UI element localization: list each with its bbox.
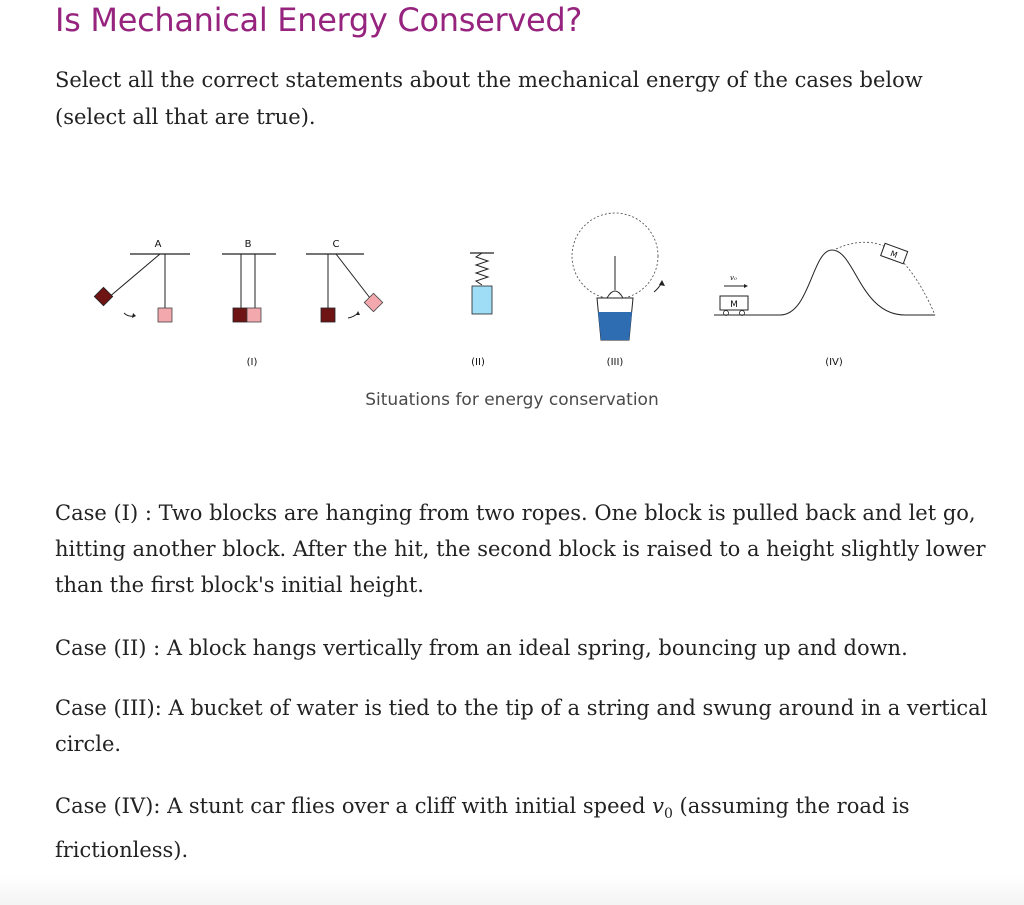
initial-speed-variable: v [652, 794, 664, 818]
situations-diagram [0, 180, 1024, 380]
velocity-label: v₀ [730, 274, 737, 282]
case-label-i: (I) [246, 357, 258, 368]
car-label: M [730, 300, 738, 310]
case-1-text: Case (I) : Two blocks are hanging from two ropes. One block is pulled back and let go, hitting another block. After the hit, the second block is raised to a height slightly lower than the first block's initial height. [55, 501, 986, 597]
case-4-suffix: (assuming the road is frictionless). [55, 794, 910, 863]
pendulum-label-a: A [154, 239, 162, 250]
bucket-system [572, 213, 665, 340]
dark-block [94, 287, 112, 305]
case-4-prefix: Case (IV): A stunt car flies over a cliff with initial speed [55, 794, 653, 818]
pendulum-label-c: C [332, 239, 340, 250]
bottom-fade [0, 875, 1024, 905]
case-2-text: Case (II) : A block hangs vertically from an ideal spring, bouncing up and down. [55, 636, 908, 660]
figure-caption: Situations for energy conservation [365, 390, 659, 410]
pendulum-label-b: B [244, 239, 252, 250]
pendulum-b [222, 239, 276, 322]
stunt-car-system [714, 242, 935, 315]
light-block [158, 308, 172, 322]
energy-figure [0, 180, 1024, 430]
pendulum-a [94, 239, 190, 322]
flying-car-label: M [889, 249, 899, 260]
initial-speed-subscript: 0 [663, 806, 673, 823]
case-label-iv: (IV) [825, 357, 843, 368]
case-label-ii: (II) [471, 357, 485, 368]
bucket-water [598, 312, 632, 340]
spring-system [470, 253, 494, 314]
case-3-text: Case (III): A bucket of water is tied to the tip of a string and swung around in a vertical circle. [55, 696, 988, 756]
instructions: Select all the correct statements about the mechanical energy of the cases below (select all that are true). [55, 68, 923, 129]
case-label-iii: (III) [606, 357, 624, 368]
page-title: Is Mechanical Energy Conserved? [55, 1, 583, 39]
spring-block [472, 286, 492, 314]
pendulum-c [306, 239, 383, 322]
case-4-text [55, 788, 990, 868]
